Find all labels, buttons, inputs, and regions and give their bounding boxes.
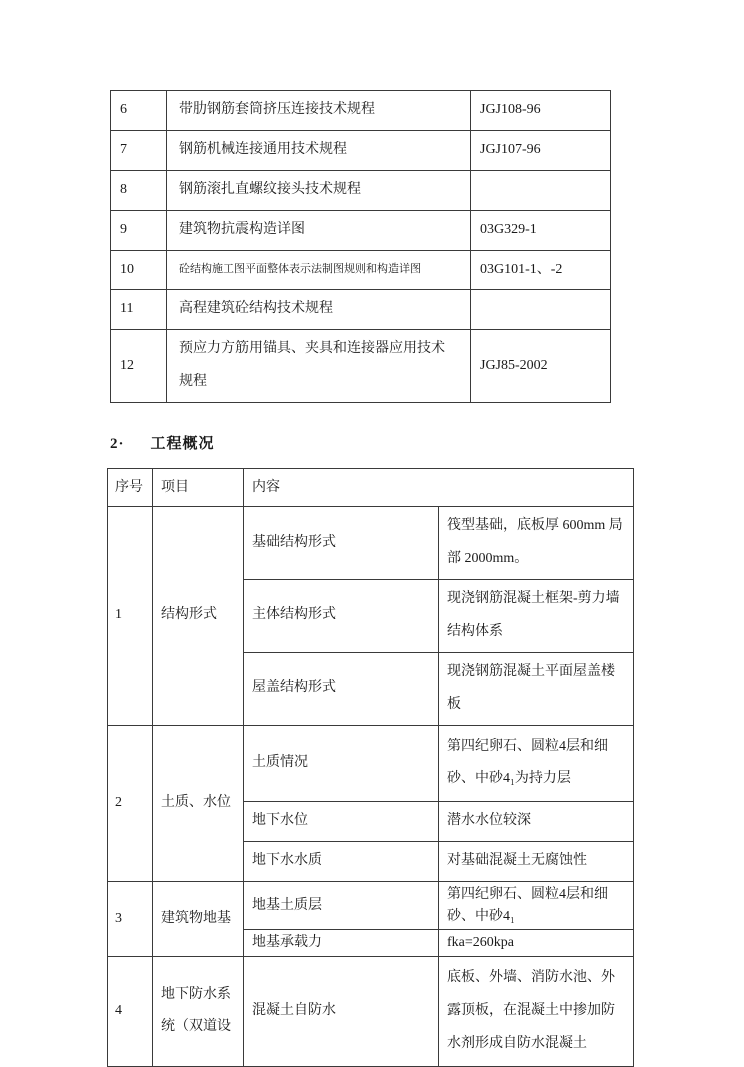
column-header-seq: 序号 bbox=[108, 469, 153, 507]
sub-item-content-cell: fka=260kpa bbox=[439, 930, 634, 957]
section-number: 2· bbox=[110, 436, 125, 452]
table-row bbox=[111, 91, 611, 131]
standards-table bbox=[110, 90, 611, 403]
group-number-cell: 4 bbox=[108, 957, 153, 1067]
sub-item-content-cell: 对基础混凝土无腐蚀性 bbox=[439, 842, 634, 882]
section-heading bbox=[110, 432, 215, 453]
project-name-cell: 土质、水位 bbox=[153, 725, 244, 882]
table-row bbox=[111, 210, 611, 250]
sub-item-label-cell: 地基承载力 bbox=[244, 930, 439, 957]
table-row bbox=[111, 330, 611, 403]
sub-item-content-cell: 现浇钢筋混凝土框架-剪力墙结构体系 bbox=[439, 579, 634, 652]
group-number-cell: 1 bbox=[108, 507, 153, 725]
standard-name-cell: 建筑物抗震构造详图 bbox=[167, 210, 471, 250]
section-title: 工程概况 bbox=[150, 436, 215, 452]
row-number-cell: 12 bbox=[111, 330, 167, 403]
standard-code-cell bbox=[471, 290, 611, 330]
standard-code-cell: JGJ108-96 bbox=[471, 91, 611, 131]
column-header-content: 内容 bbox=[244, 469, 634, 507]
standard-name-cell: 预应力方筋用锚具、夹具和连接器应用技术规程 bbox=[167, 330, 471, 403]
row-number-cell: 6 bbox=[111, 91, 167, 131]
standard-code-cell bbox=[471, 170, 611, 210]
row-number-cell: 11 bbox=[111, 290, 167, 330]
row-number-cell: 8 bbox=[111, 170, 167, 210]
standard-code-cell: 03G329-1 bbox=[471, 210, 611, 250]
table-row bbox=[108, 882, 634, 930]
standard-name-cell: 钢筋机械连接通用技术规程 bbox=[167, 130, 471, 170]
column-header-project: 项目 bbox=[153, 469, 244, 507]
project-name-cell: 地下防水系统（双道设 bbox=[153, 957, 244, 1067]
sub-item-content-cell: 第四纪卵石、圆粒4层和细砂、中砂4₁ bbox=[439, 882, 634, 930]
standard-name-cell: 钢筋滚扎直螺纹接头技术规程 bbox=[167, 170, 471, 210]
sub-item-content-cell: 底板、外墙、消防水池、外露顶板，在混凝土中掺加防水剂形成自防水混凝土 bbox=[439, 957, 634, 1067]
sub-item-label-cell: 基础结构形式 bbox=[244, 507, 439, 580]
table-row bbox=[108, 957, 634, 1067]
row-number-cell: 10 bbox=[111, 250, 167, 290]
sub-item-content-cell: 潜水水位较深 bbox=[439, 802, 634, 842]
table-row bbox=[111, 250, 611, 290]
sub-item-label-cell: 混凝土自防水 bbox=[244, 957, 439, 1067]
standard-code-cell: JGJ85-2002 bbox=[471, 330, 611, 403]
sub-item-content-cell: 筏型基础，底板厚 600mm 局部 2000mm。 bbox=[439, 507, 634, 580]
sub-item-content-cell: 现浇钢筋混凝土平面屋盖楼板 bbox=[439, 652, 634, 725]
group-number-cell: 3 bbox=[108, 882, 153, 957]
sub-item-label-cell: 地基土质层 bbox=[244, 882, 439, 930]
sub-item-label-cell: 主体结构形式 bbox=[244, 579, 439, 652]
header-row bbox=[108, 469, 634, 507]
standard-name-cell: 带肋钢筋套筒挤压连接技术规程 bbox=[167, 91, 471, 131]
sub-item-label-cell: 土质情况 bbox=[244, 725, 439, 802]
table-row bbox=[111, 130, 611, 170]
project-name-cell: 结构形式 bbox=[153, 507, 244, 725]
table-row bbox=[108, 507, 634, 580]
group-number-cell: 2 bbox=[108, 725, 153, 882]
standard-code-cell: 03G101-1、-2 bbox=[471, 250, 611, 290]
sub-item-label-cell: 地下水水质 bbox=[244, 842, 439, 882]
standard-code-cell: JGJ107-96 bbox=[471, 130, 611, 170]
table-row bbox=[111, 290, 611, 330]
project-overview-table bbox=[107, 468, 634, 1067]
standard-name-cell: 砼结构施工图平面整体表示法制图规则和构造详图 bbox=[167, 250, 471, 290]
sub-item-label-cell: 屋盖结构形式 bbox=[244, 652, 439, 725]
sub-item-label-cell: 地下水位 bbox=[244, 802, 439, 842]
project-name-cell: 建筑物地基 bbox=[153, 882, 244, 957]
sub-item-content-cell: 第四纪卵石、圆粒4层和细砂、中砂4₁为持力层 bbox=[439, 725, 634, 802]
standard-name-cell: 高程建筑砼结构技术规程 bbox=[167, 290, 471, 330]
table-row bbox=[108, 725, 634, 802]
row-number-cell: 9 bbox=[111, 210, 167, 250]
table-row bbox=[111, 170, 611, 210]
row-number-cell: 7 bbox=[111, 130, 167, 170]
